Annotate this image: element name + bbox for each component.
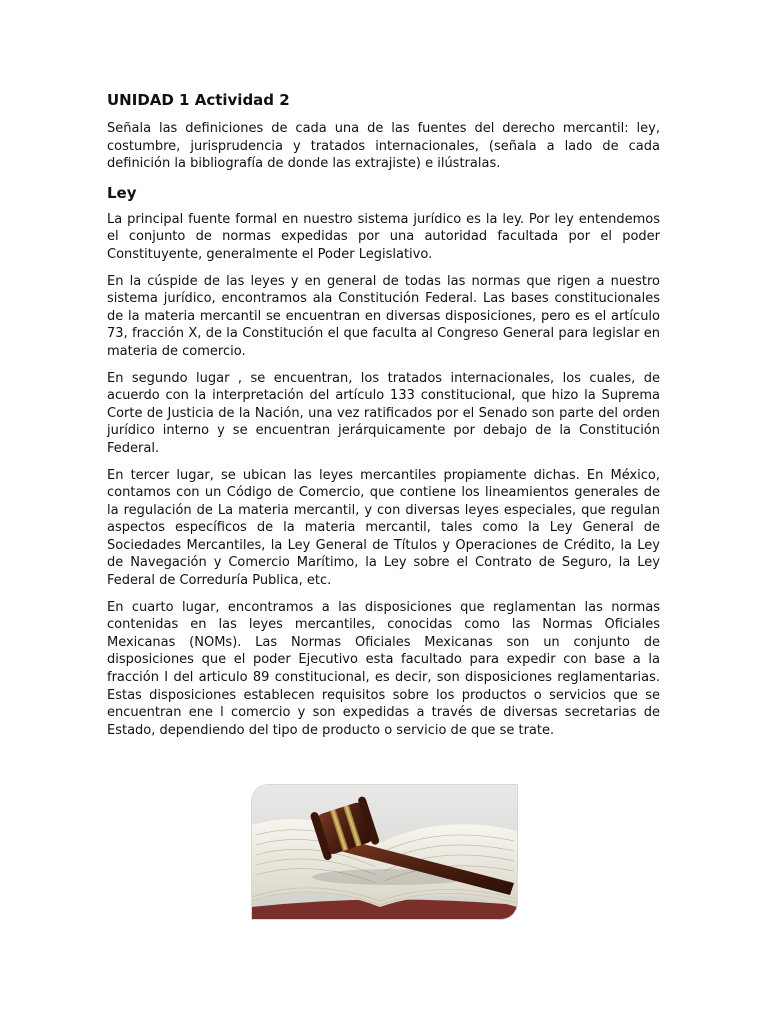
section-heading-ley: Ley: [107, 183, 137, 202]
gavel-book-image: [252, 785, 517, 919]
intro-paragraph: Señala las definiciones de cada una de las fuentes del derecho mercantil: ley, costumbre, jurisprudencia y tratados internacionales, (señala a lado de cada definición la bibliografía de donde las extrajiste) e ilústralas.: [107, 121, 660, 172]
paragraph-2: En la cúspide de las leyes y en general de todas las normas que rigen a nuestro sistema jurídico, encontramos ala Constitución Federal. Las bases constitucionales de la materia mercantil se encuentran en diversas disposiciones, pero es el artículo 73, fracción X, de la Constitución el que faculta al Congreso General para legislar en materia de comercio.: [107, 273, 660, 359]
gavel-icon: [252, 785, 517, 919]
paragraph-1: La principal fuente formal en nuestro sistema jurídico es la ley. Por ley entendemos el conjunto de normas expedidas por una autoridad facultada por el poder Constituyente, generalmente el Poder Legislativo.: [107, 211, 660, 262]
paragraph-3: En segundo lugar , se encuentran, los tratados internacionales, los cuales, de acuerdo con la interpretación del artículo 133 constitucional, que hizo la Suprema Corte de Justicia de la Nación, una vez ratificados por el Senado son parte del orden jurídico interno y se encuentran jerárquicamente por debajo de la Constitución Federal.: [107, 370, 660, 456]
document-title: UNIDAD 1 Actividad 2: [107, 91, 290, 109]
document-body: [107, 90, 660, 748]
paragraph-4: En tercer lugar, se ubican las leyes mercantiles propiamente dichas. En México, contamos con un Código de Comercio, que contiene los lineamientos generales de la regulación de La materia mercantil, y con diversas leyes especiales, que regulan aspectos específicos de la materia mercantil, tales como la Ley General de Sociedades Mercantiles, la Ley General de Títulos y Operaciones de Crédito, la Ley de Navegación y Comercio Marítimo, la Ley sobre el Contrato de Seguro, la Ley Federal de Correduría Publica, etc.: [107, 467, 660, 589]
paragraph-5: En cuarto lugar, encontramos a las disposiciones que reglamentan las normas contenidas en las leyes mercantiles, conocidas como las Normas Oficiales Mexicanas (NOMs). Las Normas Oficiales Mexicanas son un conjunto de disposiciones que el poder Ejecutivo esta facultado para expedir con base a la fracción I del articulo 89 constitucional, es decir, son disposiciones reglamentarias. Estas disposiciones establecen requisitos sobre los productos o servicios que se encuentran ene l comercio y son expedidas a través de diversas secretarias de Estado, dependiendo del tipo de producto o servicio de que se trate.: [107, 599, 660, 738]
